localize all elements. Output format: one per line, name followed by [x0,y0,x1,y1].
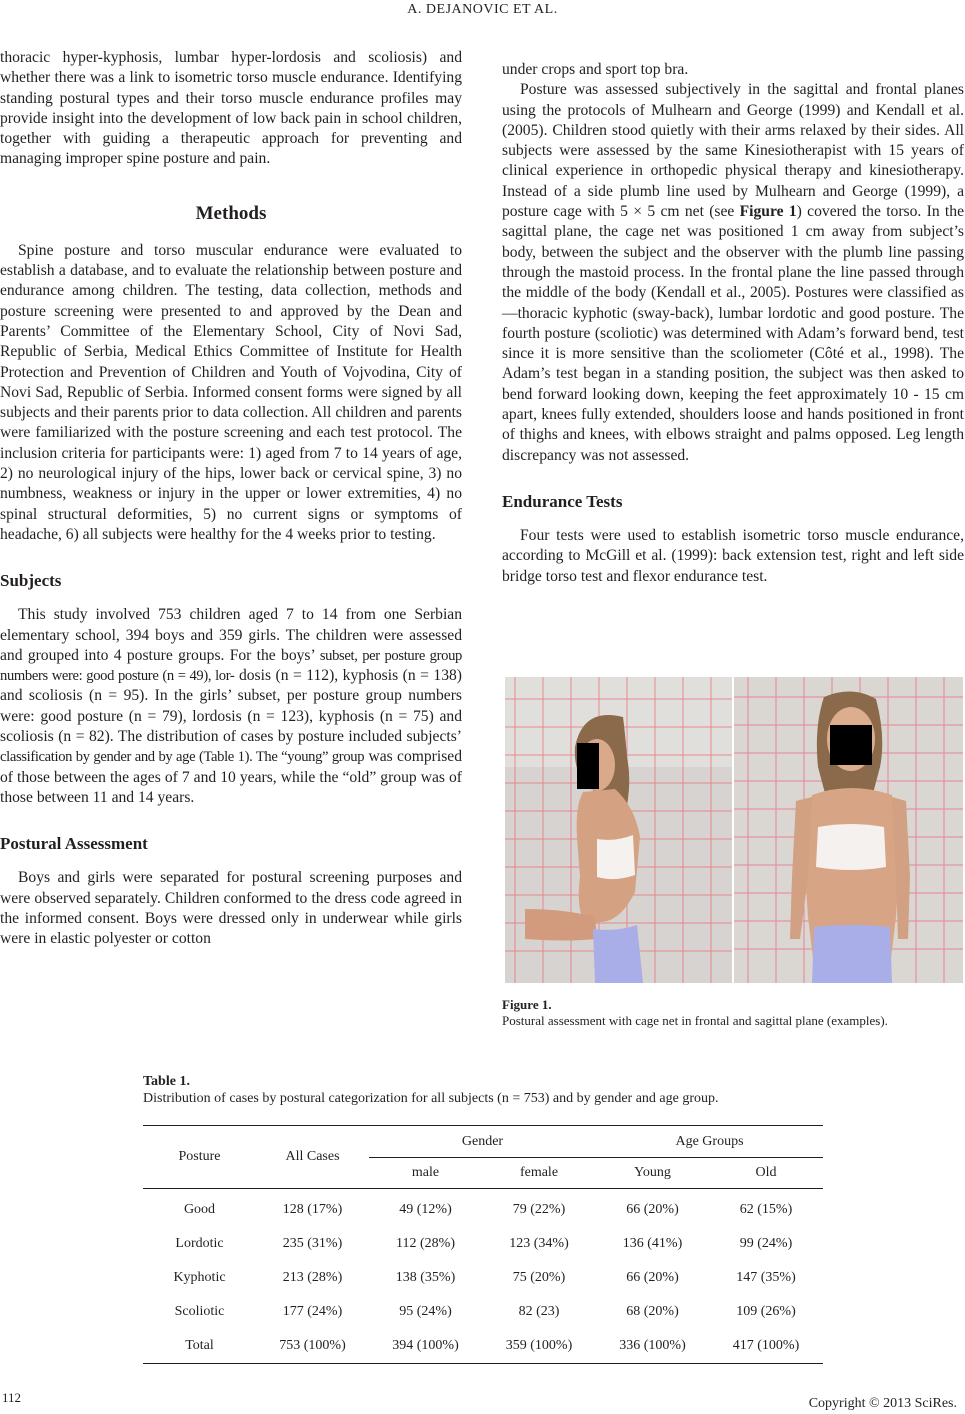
table-cell: 66 (20%) [626,1270,679,1285]
posture-text-2: ) covered the torso. In the sagittal plane, the cage net was positioned 1 cm away from subject’s body, between the subject and the observer with the plumb line passing through the mastoid process. In the frontal plane the line passed through the middle of the body (Kendall et al., 2005). Postures were classified as—thoracic kyphotic (sway-back), lumbar lordotic and good posture. The fourth posture (scoliotic) was determined with Adam’s forward bend, test since it is more sensitive than the scoliometer (Côté et al., 1998). The Adam’s test began in a standing position, the subject was then asked to bend forward looking down, keeping the feet approximately 10 - 15 cm apart, knees fully extended, shoulders loose and hands positioned in front of thighs and knees, with elbows straight and palms opposed. Leg length discrepancy was not assessed. [502,203,964,464]
sagittal-plane-photo [505,677,732,983]
table-row [143,1227,823,1261]
table-1-caption: Distribution of cases by postural categorization for all subjects (n = 753) and by gender and age group. [143,1091,719,1106]
header-female: female [482,1158,596,1189]
posture-paragraph [502,80,964,466]
table-row [143,1189,823,1228]
methods-paragraph: Spine posture and torso muscular endurance were evaluated to establish a database, and to evaluate the relationship between posture and endurance among children. The testing, data collection, methods and posture screening were presented to and approved by the Dean and Parents’ Committee of the Elementary School, City of Novi Sad, Republic of Serbia, Medical Ethics Committee of Institute for Health Protection and Prevention of Children and Youth of Vojvodina, City of Novi Sad, Republic of Serbia. Informed consent forms were signed by all subjects and their parents prior to data collection. All children and parents were familiarized with the posture screening and each test protocol. The inclusion criteria for participants were: 1) aged from 7 to 14 years of age, 2) no neurological injury of the hips, lower back or cervical spine, 3) no numbness, weakness or injury in the upper or lower extremities, 4) no spinal structural deformities, 5) no current signs or symptoms of headache, 6) all subjects were healthy for the 4 weeks prior to testing. [0,241,462,543]
table-row [143,1295,823,1329]
figure-1-photos [505,677,963,983]
table-cell: Lordotic [175,1236,224,1251]
header-male: male [369,1158,482,1189]
methods-heading: Methods [195,202,267,224]
table-cell: 138 (35%) [395,1270,456,1285]
subjects-paragraph [0,605,462,808]
subjects-text-4: classification by gender and by age (Table 1). The “young” group [0,749,365,766]
table-cell: 95 (24%) [399,1304,452,1319]
endurance-paragraph: Four tests were used to establish isometric torso muscle endurance, according to McGill et al. (1999): back extension test, right and left side bridge torso test and flexor endurance test. [502,526,964,585]
table-1-label: Table 1. [143,1074,190,1089]
figure-1-caption-text: Postural assessment with cage net in frontal and sagittal plane (examples). [502,1013,888,1028]
subjects-text-3: dosis (n = 112), kyphosis (n = 138) and scoliosis (n = 95). In the girls’ subset, per posture group numbers were: good posture (n = 79), lordosis (n = 123), kyphosis (n = 75) and scoliosis (n = 82). The distribution of cases by posture included subjects’ [0,667,462,746]
privacy-bar-left [577,743,599,789]
privacy-bar-right [830,725,872,765]
table-cell: 75 (20%) [512,1270,566,1285]
table-cell: 123 (34%) [509,1236,569,1251]
figure-1-label: Figure 1. [502,997,552,1012]
table-cell: 62 (15%) [739,1202,793,1217]
table-cell: Good [183,1202,216,1217]
subjects-heading: Subjects [0,571,62,591]
table-cell: 68 (20%) [626,1304,679,1319]
intro-paragraph: thoracic hyper-kyphosis, lumbar hyper-lordosis and scoliosis) and whether there was a link to isometric torso muscle endurance. Identifying standing postural types and their torso muscle endurance profiles may provide insight into the development of low back pain in school children, together with guiding a therapeutic approach for preventing and managing improper spine posture and pain. [0,49,462,168]
table-cell: 109 (26%) [736,1304,796,1319]
subjects-text-2: subset, per posture group numbers were: good posture (n = 49), lor- [0,647,462,685]
running-head: A. DEJANOVIC ET AL. [407,2,558,17]
table-cell: 235 (31%) [282,1236,343,1251]
subjects-text-5: was comprised of those between the ages of 7 and 10 years, while the “old” group was of those between 11 and 14 years. [0,748,462,806]
table-row [143,1329,823,1364]
table-1 [143,1073,823,1364]
right-column [502,60,964,587]
table-cell: 177 (24%) [282,1304,343,1319]
table-cell: 753 (100%) [256,1329,369,1364]
table-cell: Kyphotic [173,1270,226,1285]
header-gender: Gender [369,1126,596,1158]
table-cell: 112 (28%) [396,1236,455,1251]
figure-reference: Figure 1 [739,203,797,221]
copyright: Copyright © 2013 SciRes. [808,1396,957,1411]
table-cell: Scoliotic [174,1304,225,1319]
table-cell: 147 (35%) [736,1270,796,1285]
table-1-grid [143,1125,823,1364]
header-old: Old [709,1158,823,1189]
header-all-cases: All Cases [256,1126,369,1189]
header-age-groups: Age Groups [596,1126,823,1158]
left-column [0,48,462,949]
postural-paragraph: Boys and girls were separated for postural screening purposes and were observed separately. Children conformed to the dress code agreed in the informed consent. Boys were dressed only in underwear while girls were in elastic polyester or cotton [0,869,462,948]
postural-assessment-heading: Postural Assessment [0,834,148,854]
endurance-tests-heading: Endurance Tests [502,491,623,511]
continuation-paragraph: under crops and sport top bra. [502,61,689,78]
header-posture: Posture [143,1126,256,1189]
page-number: 112 [2,1390,22,1405]
table-cell: 82 (23) [518,1304,560,1319]
table-cell: 99 (24%) [739,1236,793,1251]
table-cell: 213 (28%) [282,1270,343,1285]
table-cell: 136 (41%) [622,1236,683,1251]
table-cell: 79 (22%) [512,1202,566,1217]
table-cell: 49 (12%) [399,1202,452,1217]
table-cell: 128 (17%) [282,1202,343,1217]
table-cell: 394 (100%) [369,1329,482,1364]
subjects-text-1: This study involved 753 children aged 7 to 14 from one Serbian elementary school, 394 boys and 359 girls. The children were assessed and grouped into 4 posture groups. For the boys’ [0,606,462,664]
frontal-photo-illustration [734,677,963,983]
table-cell: 336 (100%) [596,1329,709,1364]
sagittal-photo-illustration [505,677,732,983]
posture-text-1: Posture was assessed subjectively in the sagittal and frontal planes using the protocols of Mulhearn and George (1999) and Kendall et al. (2005). Children stood quietly with their arms relaxed by their sides. All subjects were assessed by the same Kinesiotherapist with 15 years of clinical experience in orthopedic physical therapy and kinesiotherapy. Instead of a side plumb line used by Mulhearn and George (1999), a posture cage with 5 × 5 cm net (see [502,81,964,221]
table-cell: 417 (100%) [709,1329,823,1364]
table-cell: 359 (100%) [482,1329,596,1364]
table-row [143,1261,823,1295]
header-young: Young [596,1158,709,1189]
frontal-plane-photo [734,677,963,983]
table-cell: 66 (20%) [626,1202,679,1217]
table-cell: Total [143,1329,256,1364]
figure-1-caption [502,997,964,1029]
